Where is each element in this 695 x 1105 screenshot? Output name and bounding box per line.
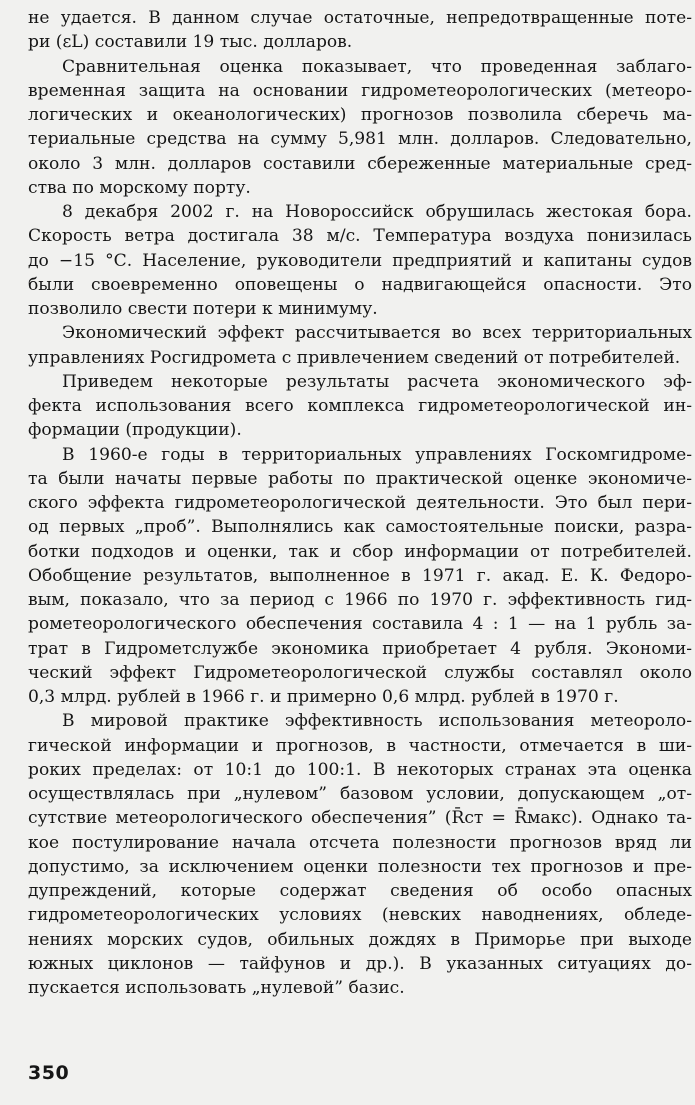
text-line: были своевременно оповещены о надвигающейся опасности. Это (28, 274, 692, 295)
text-line: пускается использовать „нулевой” базис. (28, 978, 405, 998)
text-line: ческий эффект Гидрометеорологической службы составлял около (28, 662, 692, 683)
text-line: В 1960-е годы в территориальных управлениях Госкомгидроме- (62, 444, 692, 465)
text-line: ботки подходов и оценки, так и сбор информации от потребителей. (28, 541, 692, 562)
text-line: ри (εL) составили 19 тыс. долларов. (28, 32, 353, 53)
text-line: сутствие метеорологического обеспечения” (R̄ст = R̄макс). Однако та- (28, 808, 692, 829)
text-line: трат в Гидрометслужбе экономика приобретает 4 рубля. Экономи- (28, 638, 692, 659)
text-line: фекта использования всего комплекса гидрометеорологической ин- (28, 396, 692, 416)
body-text (28, 6, 692, 1000)
text-line: Экономический эффект рассчитывается во всех территориальных (62, 323, 692, 344)
text-line: временная защита на основании гидрометеорологических (метеоро- (28, 80, 692, 101)
text-line: Обобщение результатов, выполненное в 1971 г. акад. Е. К. Федоро- (28, 565, 692, 586)
text-line: допустимо, за исключением оценки полезности тех прогнозов и пре- (28, 856, 692, 877)
text-line: до −15 °С. Население, руководители предприятий и капитаны судов (28, 250, 692, 271)
text-line: около 3 млн. долларов составили сбереженные материальные сред- (28, 153, 692, 174)
text-line: гической информации и прогнозов, в частности, отмечается в ши- (28, 735, 692, 756)
text-line: 8 декабря 2002 г. на Новороссийск обрушилась жестокая бора. (62, 202, 692, 222)
text-line: управлениях Росгидромета с привлечением сведений от потребителей. (28, 347, 681, 368)
page-number: 350 (28, 1062, 70, 1084)
text-line: Сравнительная оценка показывает, что проведенная заблаго- (62, 56, 692, 77)
text-line: од первых „проб”. Выполнялись как самостоятельные поиски, разра- (28, 517, 692, 538)
text-line: Скорость ветра достигала 38 м/с. Температура воздуха понизилась (28, 226, 692, 247)
text-line: кое постулирование начала отсчета полезности прогнозов вряд ли (28, 832, 692, 853)
text-line: вым, показало, что за период с 1966 по 1970 г. эффективность гид- (28, 590, 692, 610)
text-line: териальные средства на сумму 5,981 млн. долларов. Следовательно, (28, 129, 692, 150)
text-line: формации (продукции). (28, 420, 242, 441)
text-line: Приведем некоторые результаты расчета экономического эф- (62, 371, 692, 392)
text-line: осуществлялась при „нулевом” базовом условии, допускающем „от- (28, 784, 692, 804)
text-line: гидрометеорологических условиях (невских наводнениях, обледе- (28, 905, 692, 926)
text-line: 0,3 млрд. рублей в 1966 г. и примерно 0,6 млрд. рублей в 1970 г. (28, 687, 619, 707)
text-line: нениях морских судов, обильных дождях в Приморье при выходе (28, 929, 692, 950)
text-line: не удается. В данном случае остаточные, непредотвращенные поте- (28, 8, 692, 28)
text-line: ского эффекта гидрометеорологической деятельности. Это был пери- (28, 493, 692, 513)
text-line: В мировой практике эффективность использования метеороло- (62, 711, 692, 732)
text-line: логических и океанологических) прогнозов позволила сберечь ма- (28, 105, 692, 125)
text-line: дупреждений, которые содержат сведения об особо опасных (28, 881, 692, 901)
text-line: южных циклонов — тайфунов и др.). В указанных ситуациях до- (28, 953, 692, 974)
text-line: та были начаты первые работы по практической оценке экономиче- (28, 468, 692, 489)
text-line: позволило свести потери к минимуму. (28, 299, 378, 319)
text-line: рометеорологического обеспечения составила 4 : 1 — на 1 рубль за- (28, 614, 692, 635)
text-line: ства по морскому порту. (28, 177, 251, 198)
text-line: роких пределах: от 10:1 до 100:1. В некоторых странах эта оценка (28, 759, 692, 780)
